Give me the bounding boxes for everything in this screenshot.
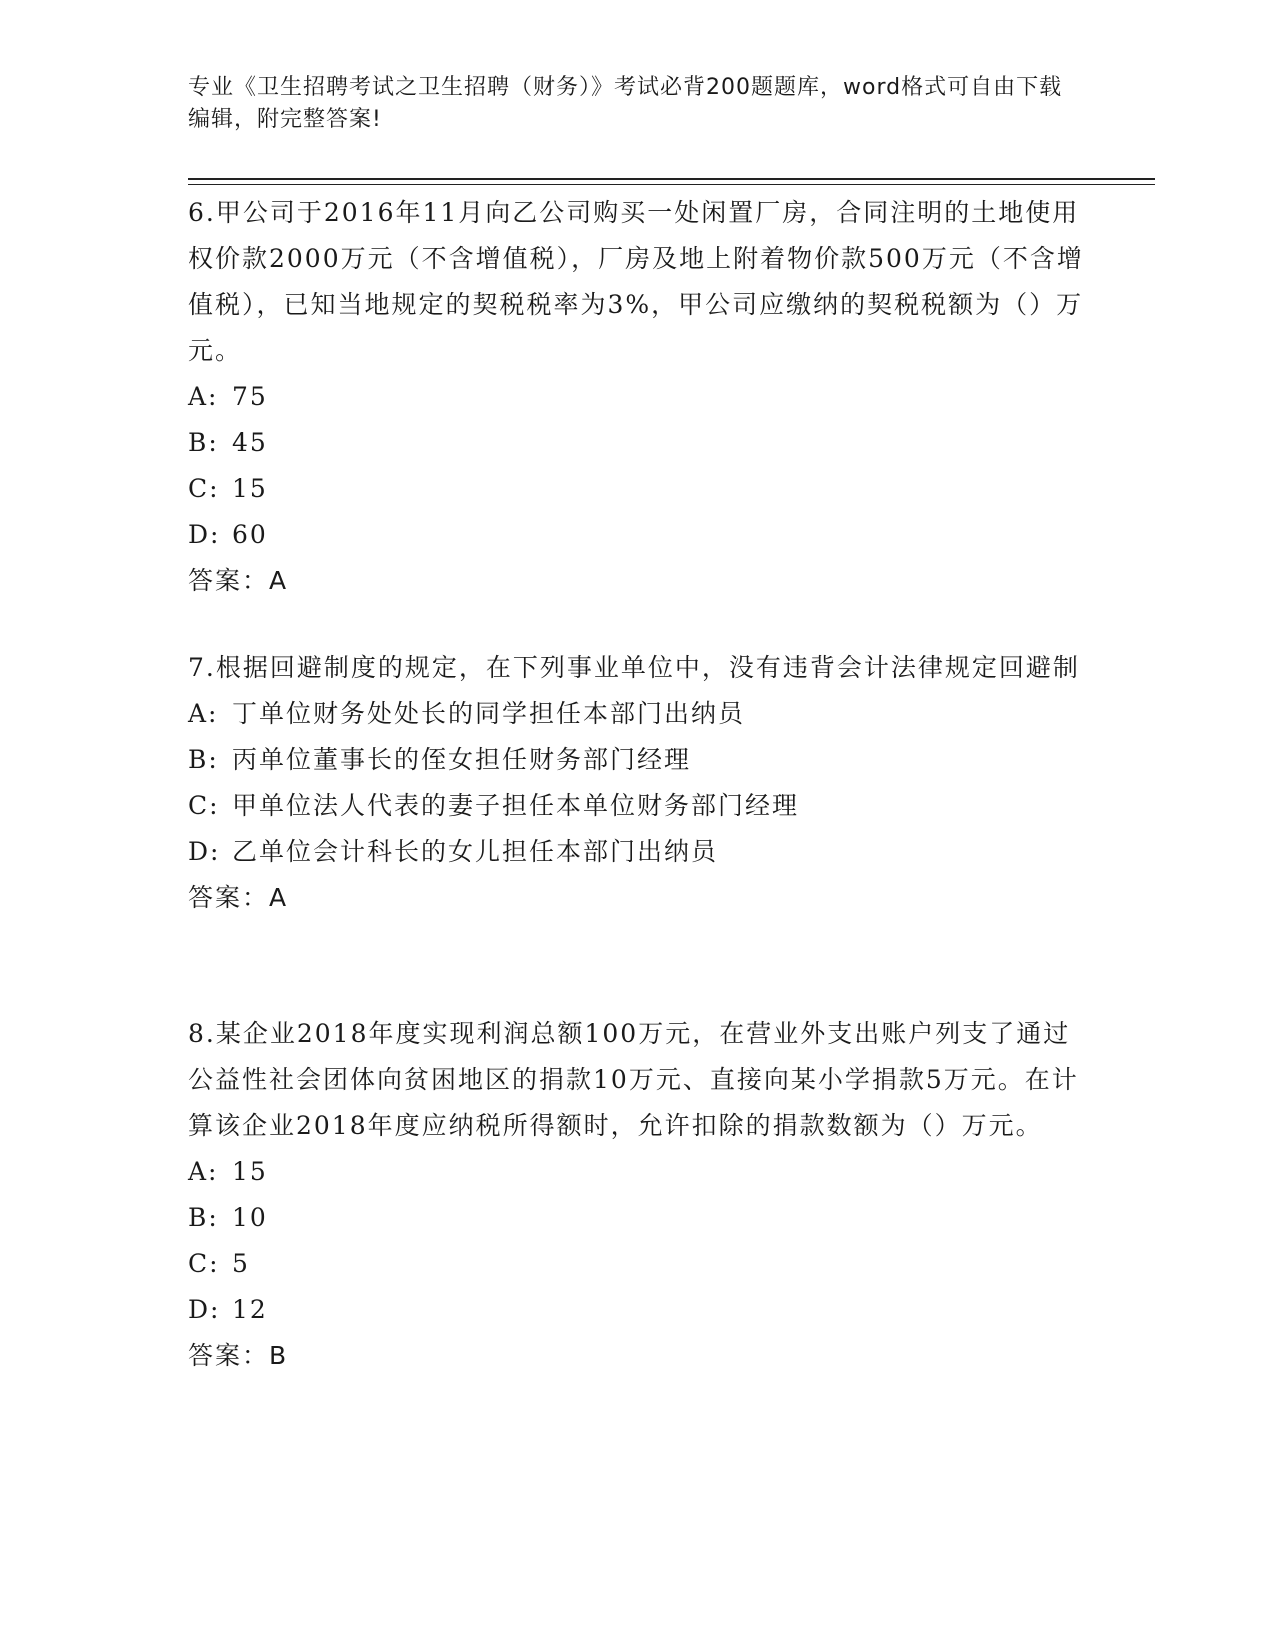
option-key: B: bbox=[188, 428, 219, 457]
option-d bbox=[188, 1287, 1088, 1333]
option-d bbox=[188, 829, 1088, 875]
option-text: 丙单位董事长的侄女担任财务部门经理 bbox=[232, 745, 692, 774]
question-6 bbox=[188, 190, 1088, 604]
document-header: 专业《卫生招聘考试之卫生招聘（财务）》考试必背200题题库，word格式可自由下载编辑，附完整答案! bbox=[188, 75, 1063, 132]
option-b bbox=[188, 737, 1088, 783]
answer-line: 答案：A bbox=[188, 566, 289, 595]
option-text: 45 bbox=[232, 428, 268, 457]
option-text: 10 bbox=[232, 1203, 268, 1232]
option-key: D: bbox=[188, 520, 221, 549]
option-a bbox=[188, 1149, 1088, 1195]
option-c bbox=[188, 783, 1088, 829]
option-key: B: bbox=[188, 1203, 219, 1232]
option-b bbox=[188, 420, 1088, 466]
option-list bbox=[188, 691, 1088, 875]
option-text: 60 bbox=[232, 520, 268, 549]
option-text: 乙单位会计科长的女儿担任本部门出纳员 bbox=[232, 837, 719, 866]
option-key: D: bbox=[188, 837, 221, 866]
option-key: C: bbox=[188, 474, 220, 503]
option-text: 12 bbox=[232, 1295, 268, 1324]
option-key: A: bbox=[188, 382, 219, 411]
option-a bbox=[188, 374, 1088, 420]
answer-line: 答案：A bbox=[188, 883, 289, 912]
option-text: 丁单位财务处处长的同学担任本部门出纳员 bbox=[232, 699, 746, 728]
header-divider-thin bbox=[188, 184, 1155, 185]
option-b bbox=[188, 1195, 1088, 1241]
option-c bbox=[188, 1241, 1088, 1287]
option-list bbox=[188, 1149, 1088, 1333]
option-key: B: bbox=[188, 745, 219, 774]
option-d bbox=[188, 512, 1088, 558]
option-key: C: bbox=[188, 1249, 220, 1278]
option-key: D: bbox=[188, 1295, 221, 1324]
option-text: 15 bbox=[232, 474, 268, 503]
question-stem: 8.某企业2018年度实现利润总额100万元，在营业外支出账户列支了通过公益性社会团体向贫困地区的捐款10万元、直接向某小学捐款5万元。在计算该企业2018年度应纳税所得额时，允许扣除的捐款数额为（）万元。 bbox=[188, 1019, 1079, 1140]
option-text: 75 bbox=[232, 382, 268, 411]
question-8 bbox=[188, 1011, 1088, 1379]
option-key: A: bbox=[188, 1157, 219, 1186]
answer-line: 答案：B bbox=[188, 1341, 289, 1370]
question-7 bbox=[188, 645, 1088, 921]
option-text: 5 bbox=[232, 1249, 250, 1278]
option-a bbox=[188, 691, 1088, 737]
option-list bbox=[188, 374, 1088, 558]
option-text: 15 bbox=[232, 1157, 268, 1186]
option-key: C: bbox=[188, 791, 220, 820]
option-key: A: bbox=[188, 699, 219, 728]
option-text: 甲单位法人代表的妻子担任本单位财务部门经理 bbox=[232, 791, 800, 820]
question-stem: 7.根据回避制度的规定，在下列事业单位中，没有违背会计法律规定回避制 bbox=[188, 653, 1080, 682]
question-stem: 6.甲公司于2016年11月向乙公司购买一处闲置厂房，合同注明的土地使用权价款2000万元（不含增值税），厂房及地上附着物价款500万元（不含增值税），已知当地规定的契税税率为3%，甲公司应缴纳的契税税额为（）万元。 bbox=[188, 198, 1084, 365]
option-c bbox=[188, 466, 1088, 512]
header-divider bbox=[188, 178, 1155, 180]
